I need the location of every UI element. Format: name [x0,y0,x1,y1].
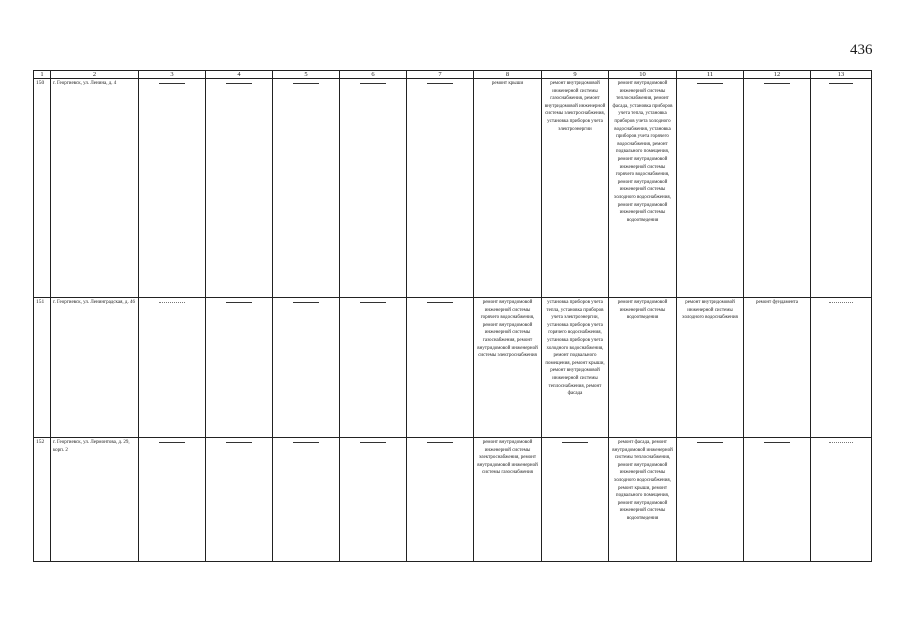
column-number: 1 [34,71,51,79]
empty-cell [407,79,474,298]
dash-mark [360,83,386,84]
column-number: 7 [407,71,474,79]
address-cell [51,438,139,562]
row-number: 151 [36,299,45,305]
column-number: 6 [340,71,407,79]
column-number: 5 [273,71,340,79]
empty-cell [139,79,206,298]
empty-cell [407,298,474,438]
empty-cell [407,438,474,562]
work-text: ремонт внутридомовой инженерной системы теплоснабжения, ремонт фасада, установка приборов учета тепла, установка приборов учета холодного водоснабжения, установка приборов учета горячего водоснабжения, ремонт подвального помещения, ремонт внутридомовой инженерной системы горячего водоснабжения, ремонт внутридомовой инженерной системы холодного водоснабжения, ремонт внутридомовой инженерной системы водоотведения [612,81,673,223]
column-number: 13 [811,71,872,79]
dash-mark [829,83,853,84]
work-text: ремонт крыши [491,81,524,86]
empty-cell [744,438,811,562]
empty-cell [811,298,872,438]
empty-cell [273,438,340,562]
work-cell [474,79,542,298]
row-number-cell [34,298,51,438]
table-row [34,438,872,562]
dash-mark [829,442,853,443]
dash-mark [427,302,453,303]
work-text: ремонт внутридомовой инженерной системы холодного водоснабжения [682,300,738,321]
dash-mark [159,302,185,303]
work-text: ремонт внутридомовой инженерной системы электроснабжения, ремонт внутридомовой инженерной системы газоснабжения [477,440,538,476]
empty-cell [273,79,340,298]
empty-cell [273,298,340,438]
work-cell [542,298,609,438]
work-cell [744,298,811,438]
work-cell [677,298,744,438]
dash-mark [360,302,386,303]
empty-cell [744,79,811,298]
dash-mark [829,302,853,303]
address-cell [51,298,139,438]
page-number: 436 [850,42,873,58]
table-header-row [34,71,872,79]
dash-mark [293,302,319,303]
work-cell [474,438,542,562]
work-cell [609,79,677,298]
empty-cell [542,438,609,562]
empty-cell [811,438,872,562]
row-number: 150 [36,80,45,86]
dash-mark [159,83,185,84]
dash-mark [293,442,319,443]
address: г. Георгиевск, ул. Ленинградская, д. 46 [53,300,135,305]
dash-mark [360,442,386,443]
row-number: 152 [36,439,45,445]
repair-schedule-table [33,70,872,562]
empty-cell [139,298,206,438]
empty-cell [206,298,273,438]
dash-mark [427,83,453,84]
dash-mark [226,442,252,443]
work-text: установка приборов учета тепла, установка приборов учета электроэнергии, установка приборов учета горячего водоснабжения, установка приборов учета холодного водоснабжения, ремонт подвального помещения, ремонт крыши, ремонт внутридомовой инженерной системы теплоснабжения, ремонт фасада [545,300,605,397]
empty-cell [677,438,744,562]
work-text: ремонт внутридомовой инженерной системы горячего водоснабжения, ремонт внутридомовой инженерной системы газоснабжения, ремонт внутридомовой инженерной системы электроснабжения [477,300,538,359]
column-number: 2 [51,71,139,79]
column-number: 3 [139,71,206,79]
column-number: 10 [609,71,677,79]
column-number: 12 [744,71,811,79]
empty-cell [677,79,744,298]
work-cell [609,438,677,562]
address: г. Георгиевск, ул. Лермонтова, д. 29, корп. 2 [53,440,130,453]
dash-mark [764,83,790,84]
work-cell [474,298,542,438]
work-cell [542,79,609,298]
column-number: 11 [677,71,744,79]
empty-cell [340,79,407,298]
dash-mark [697,83,723,84]
dash-mark [427,442,453,443]
row-number-cell [34,79,51,298]
empty-cell [206,438,273,562]
column-number: 4 [206,71,273,79]
work-cell [609,298,677,438]
empty-cell [340,298,407,438]
column-number: 9 [542,71,609,79]
dash-mark [697,442,723,443]
column-number: 8 [474,71,542,79]
empty-cell [139,438,206,562]
dash-mark [764,442,790,443]
work-text: ремонт фундамента [755,300,799,305]
dash-mark [562,442,588,443]
table-row [34,79,872,298]
dash-mark [226,302,252,303]
empty-cell [206,79,273,298]
empty-cell [340,438,407,562]
dash-mark [293,83,319,84]
row-number-cell [34,438,51,562]
work-text: ремонт внутридомовой инженерной системы газоснабжения, ремонт внутридомовой инженерной системы электроснабжения, установка приборов учета электроэнергии [544,81,606,132]
address: г. Георгиевск, ул. Ленина, д. 4 [53,81,117,86]
table-row [34,298,872,438]
work-text: ремонт внутридомовой инженерной системы водоотведения [617,300,668,321]
address-cell [51,79,139,298]
dash-mark [226,83,252,84]
work-text: ремонт фасада, ремонт внутридомовой инженерной системы теплоснабжения, ремонт внутридомовой инженерной системы холодного водоснабжения, ремонт крыши, ремонт подвального помещения, ремонт внутридомовой инженерной системы водоотведения [612,440,673,521]
empty-cell [811,79,872,298]
dash-mark [159,442,185,443]
